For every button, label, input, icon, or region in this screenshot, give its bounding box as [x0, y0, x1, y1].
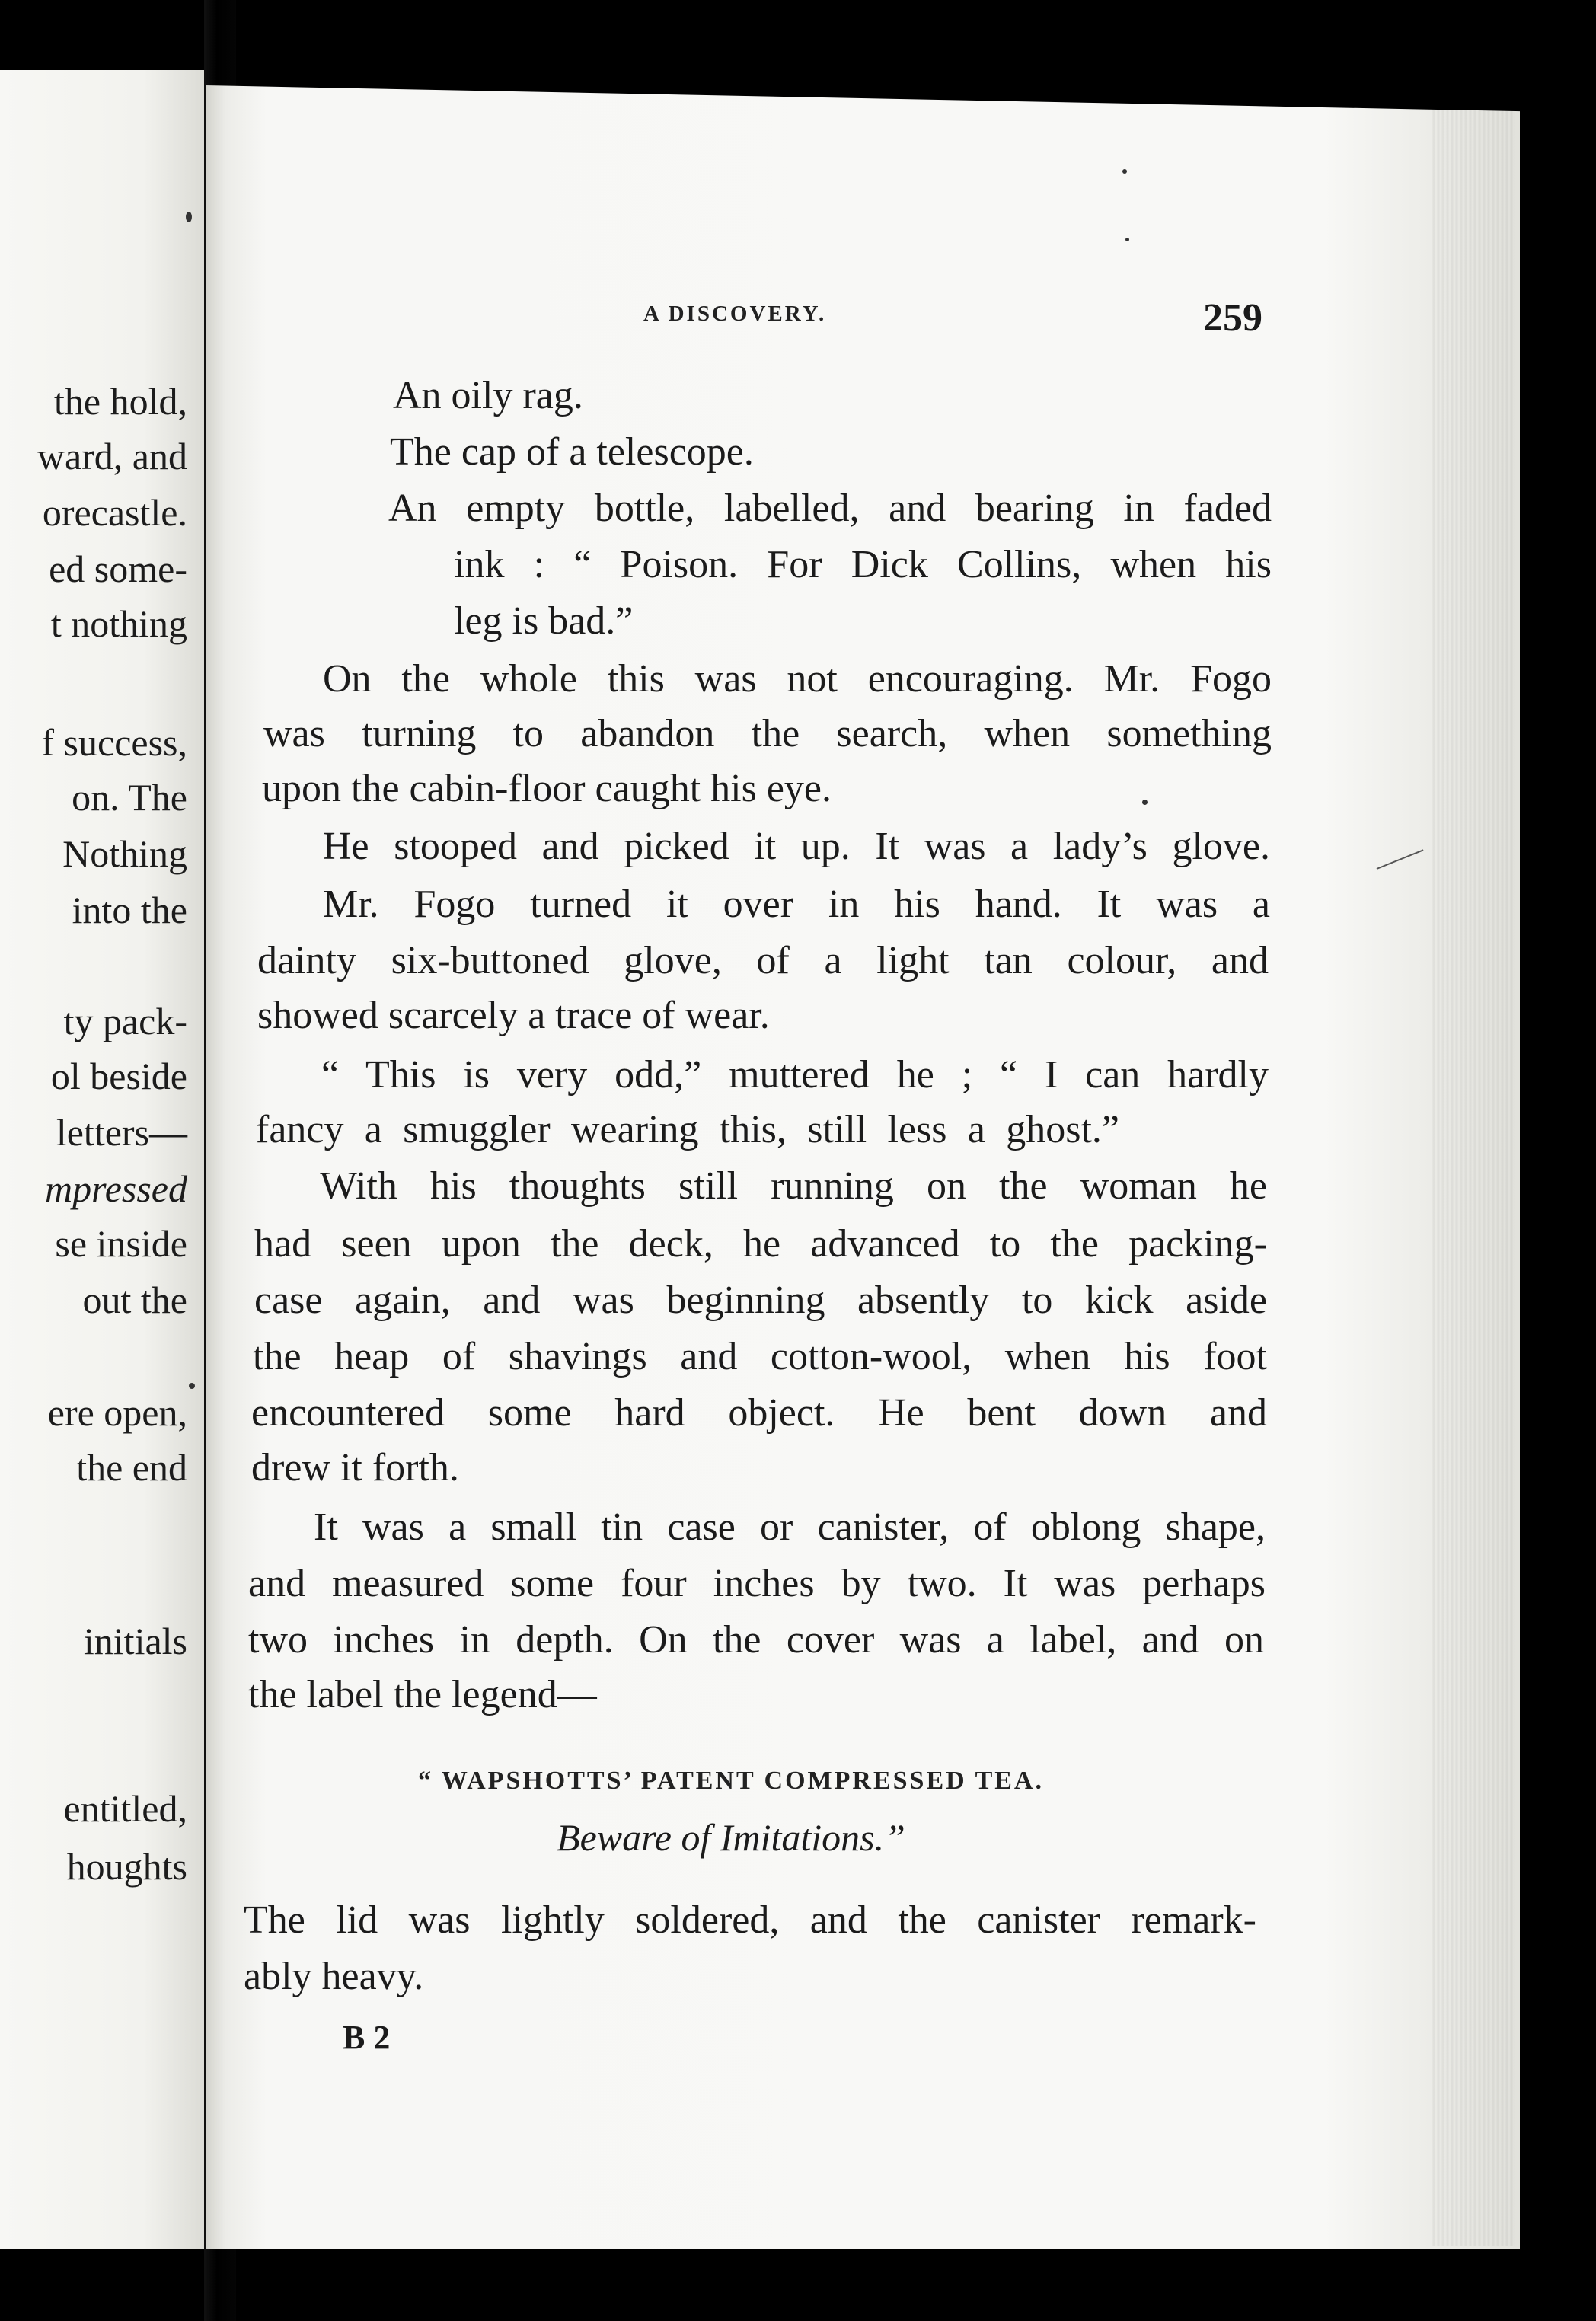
dust-speck: [189, 1383, 195, 1389]
left-page-line: ward, and: [37, 435, 187, 477]
text-line: The lid was lightly soldered, and the canister remark-: [244, 1898, 1256, 1942]
left-page-line: ed some-: [49, 548, 187, 590]
running-head: A DISCOVERY.: [643, 302, 827, 326]
text-line: encountered some hard object. He bent down and: [251, 1391, 1267, 1435]
left-page-line: ere open,: [47, 1391, 187, 1434]
text-line: drew it forth.: [251, 1446, 459, 1489]
text-line: An oily rag.: [393, 374, 583, 417]
text-line: The cap of a telescope.: [390, 430, 754, 474]
left-page-line: out the: [82, 1279, 187, 1321]
text-line: was turning to abandon the search, when something: [263, 712, 1272, 755]
left-page-line: entitled,: [63, 1787, 187, 1830]
page-number: 259: [1203, 296, 1262, 340]
text-line: and measured some four inches by two. It was perhaps: [248, 1562, 1266, 1605]
left-page-line: ol beside: [50, 1055, 187, 1097]
left-page-line: into the: [72, 889, 187, 931]
left-page-line: ty pack-: [63, 1000, 187, 1042]
text-line: the label the legend—: [248, 1673, 597, 1716]
text-line: It was a small tin case or canister, of oblong shape,: [314, 1505, 1266, 1549]
text-line: the heap of shavings and cotton-wool, when his foot: [253, 1335, 1267, 1378]
left-page-line: the hold,: [54, 380, 187, 423]
text-line: dainty six-buttoned glove, of a light tan colour, and: [257, 939, 1269, 982]
left-page-line: se inside: [55, 1222, 187, 1265]
text-line: An empty bottle, labelled, and bearing in faded: [388, 487, 1272, 530]
text-line: two inches in depth. On the cover was a label, and on: [248, 1618, 1264, 1662]
text-line: “ This is very odd,” muttered he ; “ I can hardly: [321, 1053, 1269, 1097]
left-page-line: houghts: [66, 1845, 187, 1888]
text-line: fancy a smuggler wearing this, still less a ghost.”: [256, 1108, 1119, 1151]
left-page-line: letters—: [56, 1111, 187, 1154]
text-line: upon the cabin-floor caught his eye.: [262, 767, 832, 810]
text-line: showed scarcely a trace of wear.: [257, 994, 770, 1037]
text-line: case again, and was beginning absently to kick aside: [254, 1279, 1267, 1322]
text-line: ably heavy.: [244, 1955, 424, 1998]
left-page-line: mpressed: [44, 1167, 187, 1210]
left-page-line: t nothing: [50, 602, 187, 645]
signature-mark: B 2: [343, 2019, 391, 2056]
dust-speck: [1122, 169, 1127, 174]
tea-label-subtitle: Beware of Imitations.”: [557, 1816, 905, 1859]
left-page-line: the end: [76, 1446, 187, 1489]
left-page-line: on. The: [72, 776, 187, 819]
text-line: On the whole this was not encouraging. Mr. Fogo: [323, 657, 1272, 701]
tea-label-title: “ WAPSHOTTS’ PATENT COMPRESSED TEA.: [418, 1767, 1044, 1795]
left-facing-page: [0, 70, 204, 2249]
dust-speck: [1125, 238, 1129, 241]
left-page-line: orecastle.: [42, 491, 187, 534]
text-line: had seen upon the deck, he advanced to the packing-: [254, 1222, 1267, 1266]
text-line: He stooped and picked it up. It was a lady’s glove.: [323, 825, 1270, 868]
text-line: With his thoughts still running on the woman he: [320, 1164, 1267, 1208]
dust-speck: [186, 212, 192, 222]
text-line: Mr. Fogo turned it over in his hand. It was a: [323, 883, 1270, 926]
left-page-line: initials: [83, 1620, 187, 1662]
dust-speck: [1142, 800, 1148, 805]
left-page-line: f success,: [41, 721, 187, 764]
text-line: leg is bad.”: [454, 599, 634, 643]
text-line: ink : “ Poison. For Dick Collins, when his: [454, 543, 1272, 586]
left-page-line: Nothing: [62, 832, 187, 875]
